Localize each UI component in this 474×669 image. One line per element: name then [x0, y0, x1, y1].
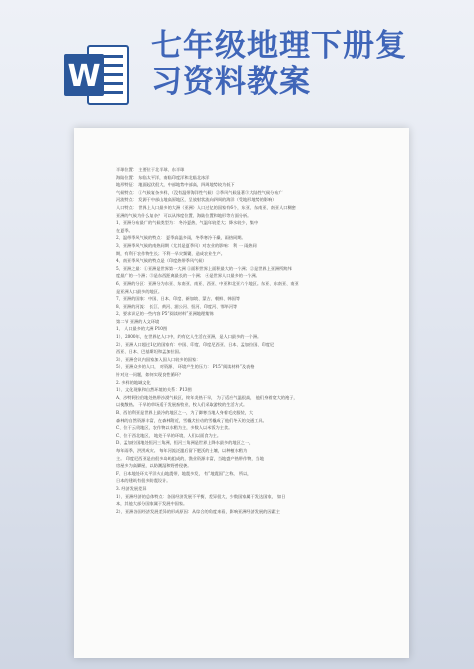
- word-document-icon: [62, 40, 132, 110]
- document-line: 2）、亚洲人口超过1亿的国家有：中国、印度、印度尼西亚、日本、孟加拉国、印度尼: [116, 341, 275, 347]
- document-line: 房屋多为高脚屋，以防潮湿和野兽侵袭。: [116, 463, 192, 469]
- document-line: B、西伯利亚是世界上最冷的地区之一，为了御寒当地人身着毛皮服装，大: [116, 410, 254, 415]
- document-line: 地形特征： 地面起伏很大，中部地势中部高，四周地势较为低下: [116, 182, 235, 188]
- document-line: D、孟加拉国地处恒河三角洲，恒河三角洲是世界上降水最多的地区之一，: [116, 440, 254, 446]
- document-line: 在夏季。: [116, 227, 133, 233]
- document-line: 以使散热。 干旱的草场适于发展畜牧业，牧人们采取游牧的生活方式。: [116, 402, 248, 408]
- document-line: C、位于云贵地区，农作物以水稻为主，多数人以米饭为主食。: [116, 425, 233, 431]
- document-line: 1、 人口最多的大洲 P10图: [116, 326, 168, 332]
- document-line: 1）、2000年，在世界亿人口中，约有亿人生活在亚洲，是人口最多的一个洲。: [116, 334, 262, 340]
- document-line: F、日本地处环太平洋火山地震带，地震多发， 有“地震国”之称， 所以，: [116, 470, 252, 476]
- document-line: 针对这一问题，如何实现良性循环？: [116, 372, 184, 378]
- document-line: 7、亚洲的国家：中国、日本、印度、新加坡、蒙古、朝鲜、韩国等: [116, 296, 241, 302]
- document-line: 5）、亚洲众多的人口， 对资源、 环境产生的压力： P15“阅读材料”及表格: [116, 364, 255, 370]
- document-body: [116, 166, 386, 515]
- document-line: 河流特点： 发源于中部山地高原地区，呈放射状流向四周的海洋（受地形地势的影响）: [116, 197, 277, 203]
- document-line: 本，其他大部分国家属于发展中国家。: [116, 501, 188, 507]
- document-line: 3. 经济发展差异: [116, 485, 147, 491]
- document-line: 2. 多样的地域文化: [116, 379, 151, 385]
- document-line: 气候特点： ①气候复杂多样，（没有温带海洋性气候）②季风气候显著③大陆性气候分布广: [116, 189, 283, 195]
- document-line: 度最广的一个洲；③是东西距离最长的一个洲； ④是世界人口最多的一个洲。: [116, 273, 260, 279]
- document-line: 5、亚洲之最：①亚洲是世界第一大洲 ①面积世界上面积最大的一个洲；②是世界上亚洲所跨纬: [116, 265, 292, 271]
- document-line: 人口特点： 世界上人口最多的大洲（亚洲）人口过亿的国家有6个，东亚、东南亚、南亚人口稠密: [116, 204, 296, 210]
- document-line: 1）、文化现象和自然环境的关系：P13图: [116, 387, 192, 393]
- document-line: 3）、亚洲会议内国家加入国人口较多的国家：: [116, 356, 201, 362]
- document-line: 亚洲的气候为什么复杂？ 可以从纬度位置、海陆位置和地形等方面分析。: [116, 212, 252, 218]
- document-line: 海陆位置： 东临太平洋，南临印度洋和北临北冰洋: [116, 174, 210, 180]
- document-line: 森林的自然资源丰富，在森林附近，雪橇犬拉动的雪橇成了他们冬天的交通工具。: [116, 417, 267, 423]
- document-line: 主。 印度尼西亚是由很多岛屿组成的，渔业资源丰富，当地盛产热带作物，当地: [116, 455, 264, 461]
- document-line: 第二节 亚洲的人文环境: [116, 318, 160, 324]
- document-line: 3、亚洲季风气候的南热同期（尤其是夏季风）对农业的影响： 利 一 雨热同: [116, 242, 257, 248]
- document-line: 2、要求识记的一些内容 P5“阅读材料”亚洲地理集锦: [116, 311, 214, 317]
- document-line: 日本的建筑有很多防震设计。: [116, 478, 171, 484]
- document-line: 1、亚洲分布最广的气候类型为： 冬冷夏热，气温年较差大；降水较少，集中: [116, 220, 259, 226]
- document-line: 是亚洲人口最多的地区。: [116, 288, 163, 294]
- document-line: 半球位置： 主要位于北半球、东半球: [116, 167, 185, 172]
- word-icon-letter: W: [67, 59, 101, 94]
- document-line: 期，有利于农作物生长；不利一旱灾频繁，造成农业生产。: [116, 250, 225, 256]
- document-line: 西亚、日本、巴基斯坦和孟加拉国。: [116, 349, 184, 355]
- header: [0, 0, 474, 118]
- document-line: 4、南亚季风气候的特点是（印度热带季风气候）: [116, 258, 207, 264]
- document-line: 1）、亚洲经济的总体特点：各国经济发展不平衡，差异很大，少数国家属于发达国家， 如日: [116, 493, 286, 499]
- page-title: [151, 28, 471, 100]
- document-line: A、沙特阿拉伯地处热带沙漠气候区，终年炎热干旱， 为了适应气温很高， 他们身着宽大的袍子，: [116, 394, 298, 400]
- document-line: C、位于西北地区， 地处干旱的环境，人们以面食为主。: [116, 432, 222, 438]
- document-line: 每年雨季，洪涝成灾。 每年河流泛滥后留下肥沃的土壤，以种植水稻为: [116, 447, 248, 453]
- document-line: 2、温带季风气候的特点： 夏季高温多雨，冬季寒冷干燥，雨热同期。: [116, 235, 246, 241]
- title-line-1: 七年级地理下册复: [151, 28, 407, 64]
- document-line: 6、亚洲的分区：亚洲分为东亚、东南亚、南亚、西亚、中亚和北亚六个地区。东亚、东南亚、南亚: [116, 280, 299, 286]
- document-line: 8、亚洲的河流： 长江、黄河、湄公河、恒河、印度河、鄂毕河等: [116, 303, 238, 309]
- document-page: [74, 128, 409, 658]
- title-line-2: 习资料教案: [151, 64, 311, 100]
- document-line: 2）、亚洲各国经济发展差异的形成原因：从综合的角度来看，影响亚洲经济发展的因素主: [116, 508, 280, 514]
